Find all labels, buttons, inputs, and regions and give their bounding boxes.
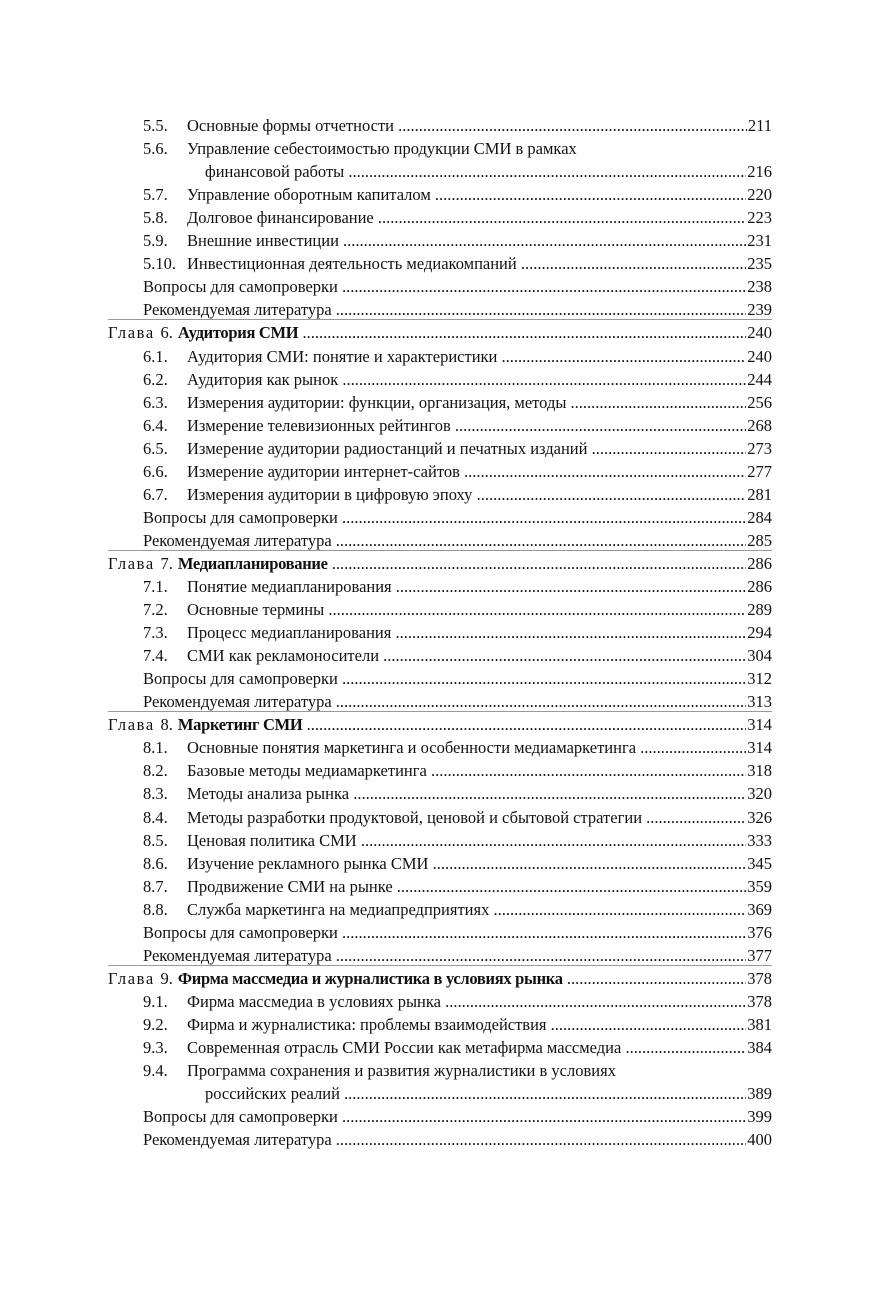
- page-number: 239: [747, 300, 772, 320]
- entry-title: Изучение рекламного рынка СМИ .....: [187, 852, 772, 875]
- page-number: 216: [747, 162, 772, 182]
- toc-entry[interactable]: [0, 736, 886, 759]
- entry-title: российских реалий .....: [205, 1082, 772, 1105]
- entry-title: Управление себестоимостью продукции СМИ в рамках: [187, 139, 577, 159]
- entry-title: Продвижение СМИ на рынке .....: [187, 875, 772, 898]
- chapter-title: Фирма массмедиа и журналистика в условиях рынка: [177, 968, 563, 988]
- chapter-label: Глава: [108, 715, 161, 735]
- entry-number: 7.1.: [143, 577, 168, 596]
- chapter-number: 8.: [160, 715, 173, 735]
- entry-title: Вопросы для самопроверки .....: [143, 275, 772, 298]
- toc-entry[interactable]: [0, 506, 886, 529]
- toc-entry[interactable]: [0, 114, 886, 137]
- entry-title: Современная отрасль СМИ России как метафирма массмедиа .....: [187, 1036, 772, 1059]
- entry-title: Процесс медиапланирования .....: [187, 621, 772, 644]
- entry-title: Основные термины .....: [187, 598, 772, 621]
- toc-entry[interactable]: [0, 298, 886, 321]
- toc-entry[interactable]: [0, 875, 886, 898]
- page-number: 369: [747, 899, 772, 919]
- entry-number: 5.6.: [143, 139, 168, 159]
- entry-title: Основные понятия маркетинга и особенности медиамаркетинга .....: [187, 736, 772, 759]
- chapter-number: 6.: [160, 323, 173, 343]
- page-number: 378: [747, 968, 772, 988]
- toc-entry[interactable]: [0, 391, 886, 414]
- entry-title: Управление оборотным капиталом .....: [187, 183, 772, 206]
- entry-number: 8.5.: [143, 830, 168, 850]
- page-number: 400: [747, 1130, 772, 1150]
- toc-entry[interactable]: [0, 206, 886, 229]
- entry-title: Методы анализа рынка .....: [187, 782, 772, 805]
- toc-entry[interactable]: [0, 229, 886, 252]
- toc-entry[interactable]: [0, 575, 886, 598]
- toc-entry[interactable]: [0, 529, 886, 552]
- entry-number: 6.5.: [143, 438, 168, 458]
- entry-number: 7.4.: [143, 646, 168, 666]
- page-number: 333: [747, 830, 772, 850]
- entry-number: 5.8.: [143, 208, 168, 228]
- entry-title: Служба маркетинга на медиапредприятиях .....: [187, 898, 772, 921]
- chapter-label: Глава: [108, 553, 161, 573]
- entry-title: Вопросы для самопроверки .....: [143, 921, 772, 944]
- chapter-title: Медиапланирование: [177, 553, 328, 573]
- page-number: 268: [747, 415, 772, 435]
- page-number: 289: [747, 600, 772, 620]
- toc-entry[interactable]: [0, 1128, 886, 1151]
- page-number: 345: [747, 853, 772, 873]
- entry-number: 5.9.: [143, 231, 168, 251]
- toc-entry[interactable]: [0, 345, 886, 368]
- entry-number: 6.3.: [143, 392, 168, 412]
- page-number: 304: [747, 646, 772, 666]
- entry-title: Фирма массмедиа в условиях рынка .....: [187, 990, 772, 1013]
- entry-title: СМИ как рекламоносители .....: [187, 644, 772, 667]
- entry-title: Вопросы для самопроверки .....: [143, 667, 772, 690]
- entry-title: финансовой работы .....: [205, 160, 772, 183]
- entry-title: [108, 552, 772, 575]
- toc-entry[interactable]: [0, 160, 886, 183]
- page-number: 238: [747, 277, 772, 297]
- toc-entry[interactable]: [0, 437, 886, 460]
- entry-title: [108, 321, 772, 344]
- entry-number: 8.1.: [143, 738, 168, 758]
- entry-number: 8.8.: [143, 899, 168, 919]
- entry-number: 8.6.: [143, 853, 168, 873]
- toc-entry[interactable]: [0, 275, 886, 298]
- page-number: 220: [747, 185, 772, 205]
- entry-title: Рекомендуемая литература .....: [143, 529, 772, 552]
- toc-entry[interactable]: [0, 1082, 886, 1105]
- page-number: 377: [747, 945, 772, 965]
- toc-entry[interactable]: [0, 944, 886, 967]
- page-number: 273: [747, 438, 772, 458]
- entry-number: 9.2.: [143, 1014, 168, 1034]
- entry-number: 8.2.: [143, 761, 168, 781]
- entry-number: 7.3.: [143, 623, 168, 643]
- toc-entry[interactable]: [0, 644, 886, 667]
- entry-number: 6.6.: [143, 461, 168, 481]
- toc-entry[interactable]: [0, 667, 886, 690]
- page-number: 286: [747, 577, 772, 596]
- chapter-separator: [108, 965, 772, 966]
- page-number: 285: [747, 530, 772, 550]
- chapter-separator: [108, 550, 772, 551]
- entry-title: Инвестиционная деятельность медиакомпаний .....: [187, 252, 772, 275]
- page-number: 314: [747, 715, 772, 735]
- toc-entry[interactable]: [0, 252, 886, 275]
- page-number: 294: [747, 623, 772, 643]
- entry-title: Внешние инвестиции .....: [187, 229, 772, 252]
- entry-title: Вопросы для самопроверки .....: [143, 1105, 772, 1128]
- chapter-separator: [108, 711, 772, 712]
- entry-number: 6.2.: [143, 369, 168, 389]
- entry-title: Рекомендуемая литература .....: [143, 944, 772, 967]
- entry-title: Долговое финансирование .....: [187, 206, 772, 229]
- entry-title: Основные формы отчетности .....: [187, 114, 772, 137]
- entry-title: Понятие медиапланирования .....: [187, 575, 772, 598]
- toc-entry[interactable]: [0, 782, 886, 805]
- chapter-label: Глава: [108, 968, 161, 988]
- entry-number: 8.3.: [143, 784, 168, 804]
- toc-entry[interactable]: [0, 137, 886, 160]
- page-number: 231: [747, 231, 772, 251]
- chapter-title: Аудитория СМИ: [177, 323, 299, 343]
- page-number: 313: [747, 692, 772, 712]
- entry-title: Рекомендуемая литература .....: [143, 298, 772, 321]
- entry-title: Измерения аудитории в цифровую эпоху .....: [187, 483, 772, 506]
- chapter-number: 7.: [160, 553, 173, 573]
- page-number: 240: [747, 323, 772, 343]
- page-number: 211: [747, 116, 772, 135]
- entry-title: Измерения аудитории: функции, организация, методы .....: [187, 391, 772, 414]
- entry-title: [108, 967, 772, 990]
- entry-title: Вопросы для самопроверки .....: [143, 506, 772, 529]
- chapter-separator: [108, 319, 772, 320]
- toc-entry[interactable]: [0, 621, 886, 644]
- entry-number: 5.5.: [143, 116, 168, 135]
- toc-entry[interactable]: [0, 183, 886, 206]
- toc-chapter[interactable]: [0, 552, 886, 575]
- toc-entry[interactable]: [0, 414, 886, 437]
- page-number: 320: [747, 784, 772, 804]
- toc-chapter[interactable]: [0, 713, 886, 736]
- page-number: 378: [747, 991, 772, 1011]
- page-number: 326: [747, 807, 772, 827]
- toc-entry[interactable]: [0, 898, 886, 921]
- toc-entry[interactable]: [0, 460, 886, 483]
- entry-title: Аудитория СМИ: понятие и характеристики .....: [187, 345, 772, 368]
- page-number: 235: [747, 254, 772, 274]
- entry-title: Базовые методы медиамаркетинга .....: [187, 759, 772, 782]
- entry-number: 6.1.: [143, 346, 168, 366]
- page-number: 384: [747, 1038, 772, 1057]
- entry-title: Методы разработки продуктовой, ценовой и сбытовой стратегии .....: [187, 806, 772, 829]
- toc-entry[interactable]: [0, 806, 886, 829]
- chapter-title: Маркетинг СМИ: [177, 715, 303, 735]
- entry-title: Рекомендуемая литература .....: [143, 690, 772, 713]
- chapter-label: Глава: [108, 323, 161, 343]
- page-number: 399: [747, 1107, 772, 1127]
- page-number: 240: [747, 346, 772, 366]
- entry-title: [108, 713, 772, 736]
- entry-number: 5.7.: [143, 185, 168, 205]
- page-number: 376: [747, 922, 772, 942]
- toc-entry[interactable]: [0, 759, 886, 782]
- entry-title: Аудитория как рынок .....: [187, 368, 772, 391]
- entry-number: 7.2.: [143, 600, 168, 620]
- entry-title: Ценовая политика СМИ .....: [187, 829, 772, 852]
- page-number: 244: [747, 369, 772, 389]
- page-number: 223: [747, 208, 772, 228]
- page-number: 256: [747, 392, 772, 412]
- entry-title: Рекомендуемая литература .....: [143, 1128, 772, 1151]
- page-number: 286: [747, 553, 772, 573]
- toc-entry[interactable]: [0, 598, 886, 621]
- toc-entry[interactable]: [0, 829, 886, 852]
- entry-number: 9.4.: [143, 1061, 168, 1081]
- entry-title: Программа сохранения и развития журналистики в условиях: [187, 1061, 616, 1081]
- toc-entry[interactable]: [0, 1036, 886, 1059]
- page-number: 284: [747, 507, 772, 527]
- entry-number: 6.7.: [143, 484, 168, 504]
- page-number: 381: [747, 1014, 772, 1034]
- toc-entry[interactable]: [0, 690, 886, 713]
- toc-chapter[interactable]: [0, 321, 886, 344]
- entry-title: Фирма и журналистика: проблемы взаимодействия .....: [187, 1013, 772, 1036]
- entry-title: Измерение телевизионных рейтингов .....: [187, 414, 772, 437]
- entry-title: Измерение аудитории радиостанций и печатных изданий .....: [187, 437, 772, 460]
- toc-chapter[interactable]: [0, 967, 886, 990]
- entry-number: 8.4.: [143, 807, 168, 827]
- entry-number: 8.7.: [143, 876, 168, 896]
- toc-entry[interactable]: [0, 368, 886, 391]
- page-number: 312: [747, 669, 772, 689]
- entry-number: 9.1.: [143, 991, 168, 1011]
- toc-entry[interactable]: [0, 1059, 886, 1082]
- chapter-number: 9.: [160, 968, 173, 988]
- entry-number: 9.3.: [143, 1038, 168, 1057]
- toc-entry[interactable]: [0, 1013, 886, 1036]
- toc-entry[interactable]: [0, 483, 886, 506]
- page-number: 281: [747, 484, 772, 504]
- page-number: 389: [747, 1084, 772, 1104]
- toc-entry[interactable]: [0, 990, 886, 1013]
- page-number: 277: [747, 461, 772, 481]
- entry-number: 6.4.: [143, 415, 168, 435]
- page-number: 318: [747, 761, 772, 781]
- toc-entry[interactable]: [0, 1105, 886, 1128]
- page-number: 314: [747, 738, 772, 758]
- toc-entry[interactable]: [0, 852, 886, 875]
- entry-title: Измерение аудитории интернет-сайтов .....: [187, 460, 772, 483]
- page-number: 359: [747, 876, 772, 896]
- entry-number: 5.10.: [143, 254, 176, 274]
- toc-entry[interactable]: [0, 921, 886, 944]
